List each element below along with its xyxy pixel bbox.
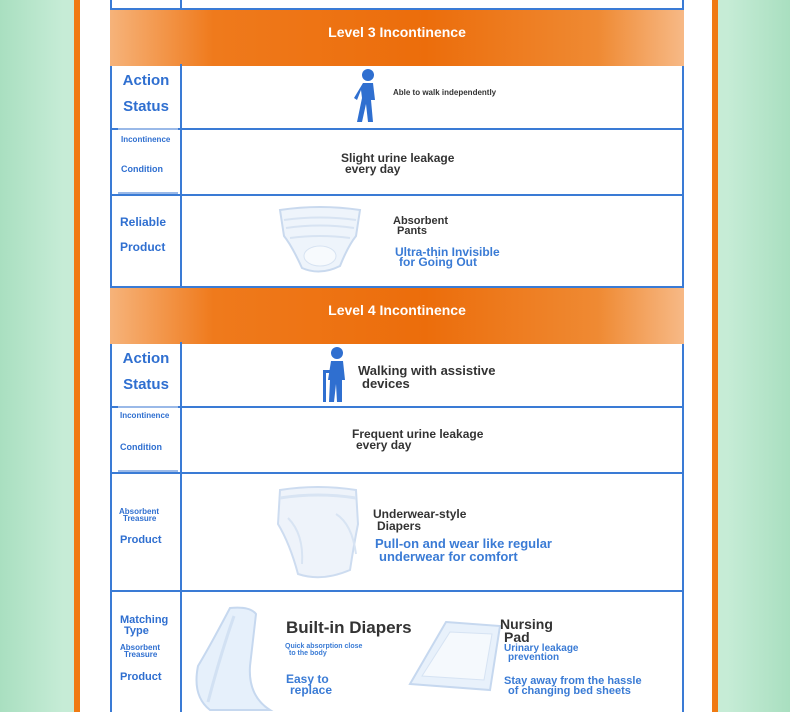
level4-matching-label-3: Absorbent — [120, 643, 160, 652]
level4-action-label — [110, 342, 182, 406]
level4-product-desc-2: underwear for comfort — [379, 549, 518, 564]
level4-condition-label-2: Condition — [120, 442, 162, 452]
level4-condition-label — [110, 408, 182, 472]
level3-action-text: Able to walk independently — [393, 88, 497, 97]
level3-product-name-2: Pants — [397, 225, 427, 237]
level3-banner — [110, 10, 684, 66]
absorbent-pants-image — [278, 206, 362, 278]
top-row — [110, 0, 684, 10]
level4-title: Level 4 Incontinence — [328, 302, 466, 318]
built-in-diapers-desc-1: Easy to — [286, 672, 329, 686]
level3-condition-label-2: Condition — [121, 164, 163, 174]
nursing-pad-desc-1: Stay away from the hassle — [504, 675, 642, 687]
level4-matching-row — [110, 592, 684, 712]
person-with-cane-icon — [320, 346, 350, 404]
level4-product-label-2: Treasure — [123, 514, 157, 523]
level4-action-row — [110, 342, 684, 408]
level3-product-name-1: Absorbent — [393, 215, 448, 227]
level4-product-name-2: Diapers — [377, 519, 422, 533]
built-in-diapers-sub-1: Quick absorption close — [285, 643, 363, 650]
level4-action-text-2: devices — [362, 376, 410, 391]
level3-condition-label — [110, 130, 182, 194]
underwear-diaper-image — [272, 484, 362, 580]
nursing-pad-title-1: Nursing — [500, 616, 553, 632]
level4-product-desc-1: Pull-on and wear like regular — [375, 536, 552, 551]
level3-condition-text-2: every day — [345, 162, 401, 176]
level3-condition-text-1: Slight urine leakage — [341, 151, 455, 165]
level4-condition-row — [110, 408, 684, 474]
label-divider — [118, 128, 178, 130]
level4-matching-label — [110, 592, 182, 712]
level4-action-text-1: Walking with assistive — [358, 363, 496, 378]
level3-product-row — [110, 196, 684, 288]
built-in-diapers-title: Built-in Diapers — [286, 618, 412, 637]
level4-product-label — [110, 474, 182, 590]
level3-condition-label-1: Incontinence — [121, 135, 171, 144]
level3-action-row — [110, 64, 684, 130]
level4-matching-label-4: Treasure — [124, 650, 158, 659]
level3-product-label-1: Reliable — [120, 215, 167, 229]
nursing-pad-desc-2: of changing bed sheets — [508, 685, 631, 697]
level3-product-desc-1: Ultra-thin Invisible — [395, 245, 500, 259]
level4-action-label-2: Status — [123, 376, 169, 393]
level3-title: Level 3 Incontinence — [328, 24, 466, 40]
level3-product-label — [110, 196, 182, 286]
level4-matching-label-1: Matching — [120, 614, 169, 626]
built-in-diapers-desc-2: replace — [290, 683, 333, 697]
built-in-diapers-sub-2: to the body — [289, 650, 327, 657]
level3-condition-row — [110, 130, 684, 196]
level4-condition-label-1: Incontinence — [120, 411, 170, 420]
level4-matching-label-5: Product — [120, 671, 162, 683]
level4-condition-text-1: Frequent urine leakage — [352, 427, 484, 441]
level4-matching-label-2: Type — [124, 625, 149, 637]
level4-banner — [110, 288, 684, 344]
level4-product-name-1: Underwear-style — [373, 507, 467, 521]
level4-condition-text-2: every day — [356, 438, 412, 452]
level3-product-label-2: Product — [120, 240, 166, 254]
top-row-label-cell — [110, 0, 182, 8]
level4-product-label-1: Absorbent — [119, 507, 159, 516]
level3-action-label-2: Status — [123, 98, 169, 115]
level4-product-row — [110, 474, 684, 592]
nursing-pad-title-2: Pad — [504, 629, 530, 645]
nursing-pad-sub-1: Urinary leakage — [504, 643, 579, 654]
label-divider — [118, 470, 178, 472]
level3-action-label — [110, 64, 182, 128]
level4-product-label-3: Product — [120, 534, 162, 546]
nursing-pad-sub-2: prevention — [508, 652, 560, 663]
nursing-pad-image — [406, 620, 502, 692]
level4-action-label-1: Action — [122, 350, 170, 367]
level3-action-label-1: Action — [122, 72, 170, 89]
built-in-diaper-image — [190, 606, 280, 712]
level3-product-desc-2: for Going Out — [399, 255, 477, 269]
walking-person-icon — [353, 68, 383, 126]
label-divider — [118, 406, 178, 408]
label-divider — [118, 192, 178, 194]
